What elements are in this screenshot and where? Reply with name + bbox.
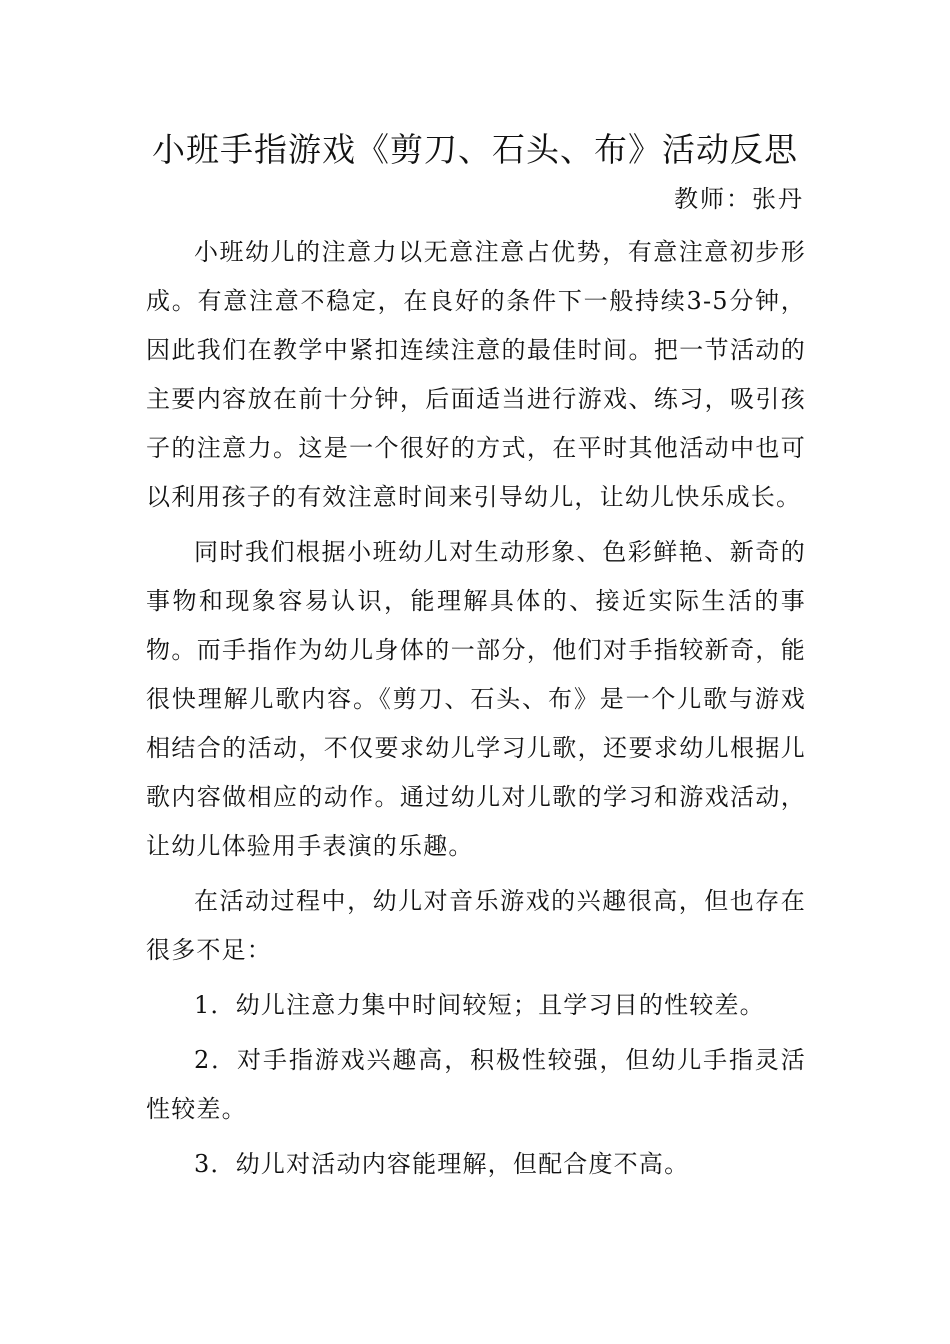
list-item-1: 1．幼儿注意力集中时间较短；且学习目的性较差。 — [194, 991, 765, 1019]
document-body — [146, 228, 806, 1189]
list-item-2: 2．对手指游戏兴趣高，积极性较强，但幼儿手指灵活性较差。 — [146, 1046, 806, 1123]
paragraph-finger-game: 同时我们根据小班幼儿对生动形象、色彩鲜艳、新奇的事物和现象容易认识，能理解具体的、接近实际生活的事物。而手指作为幼儿身体的一部分，他们对手指较新奇，能很快理解儿歌内容。《剪刀、石头、布》是一个儿歌与游戏相结合的活动，不仅要求幼儿学习儿歌，还要求幼儿根据儿歌内容做相应的动作。通过幼儿对儿歌的学习和游戏活动，让幼儿体验用手表演的乐趣。 — [146, 538, 806, 860]
author-line: 教师：张丹 — [674, 185, 804, 213]
paragraph-attention: 小班幼儿的注意力以无意注意占优势，有意注意初步形成。有意注意不稳定，在良好的条件下一般持续3-5分钟，因此我们在教学中紧扣连续注意的最佳时间。把一节活动的主要内容放在前十分钟，后面适当进行游戏、练习，吸引孩子的注意力。这是一个很好的方式，在平时其他活动中也可以利用孩子的有效注意时间来引导幼儿，让幼儿快乐成长。 — [146, 238, 806, 511]
paragraph-shortcomings-intro: 在活动过程中，幼儿对音乐游戏的兴趣很高，但也存在很多不足： — [146, 887, 806, 964]
document-title: 小班手指游戏《剪刀、石头、布》活动反思 — [152, 130, 798, 169]
list-item-3: 3．幼儿对活动内容能理解，但配合度不高。 — [194, 1150, 690, 1178]
